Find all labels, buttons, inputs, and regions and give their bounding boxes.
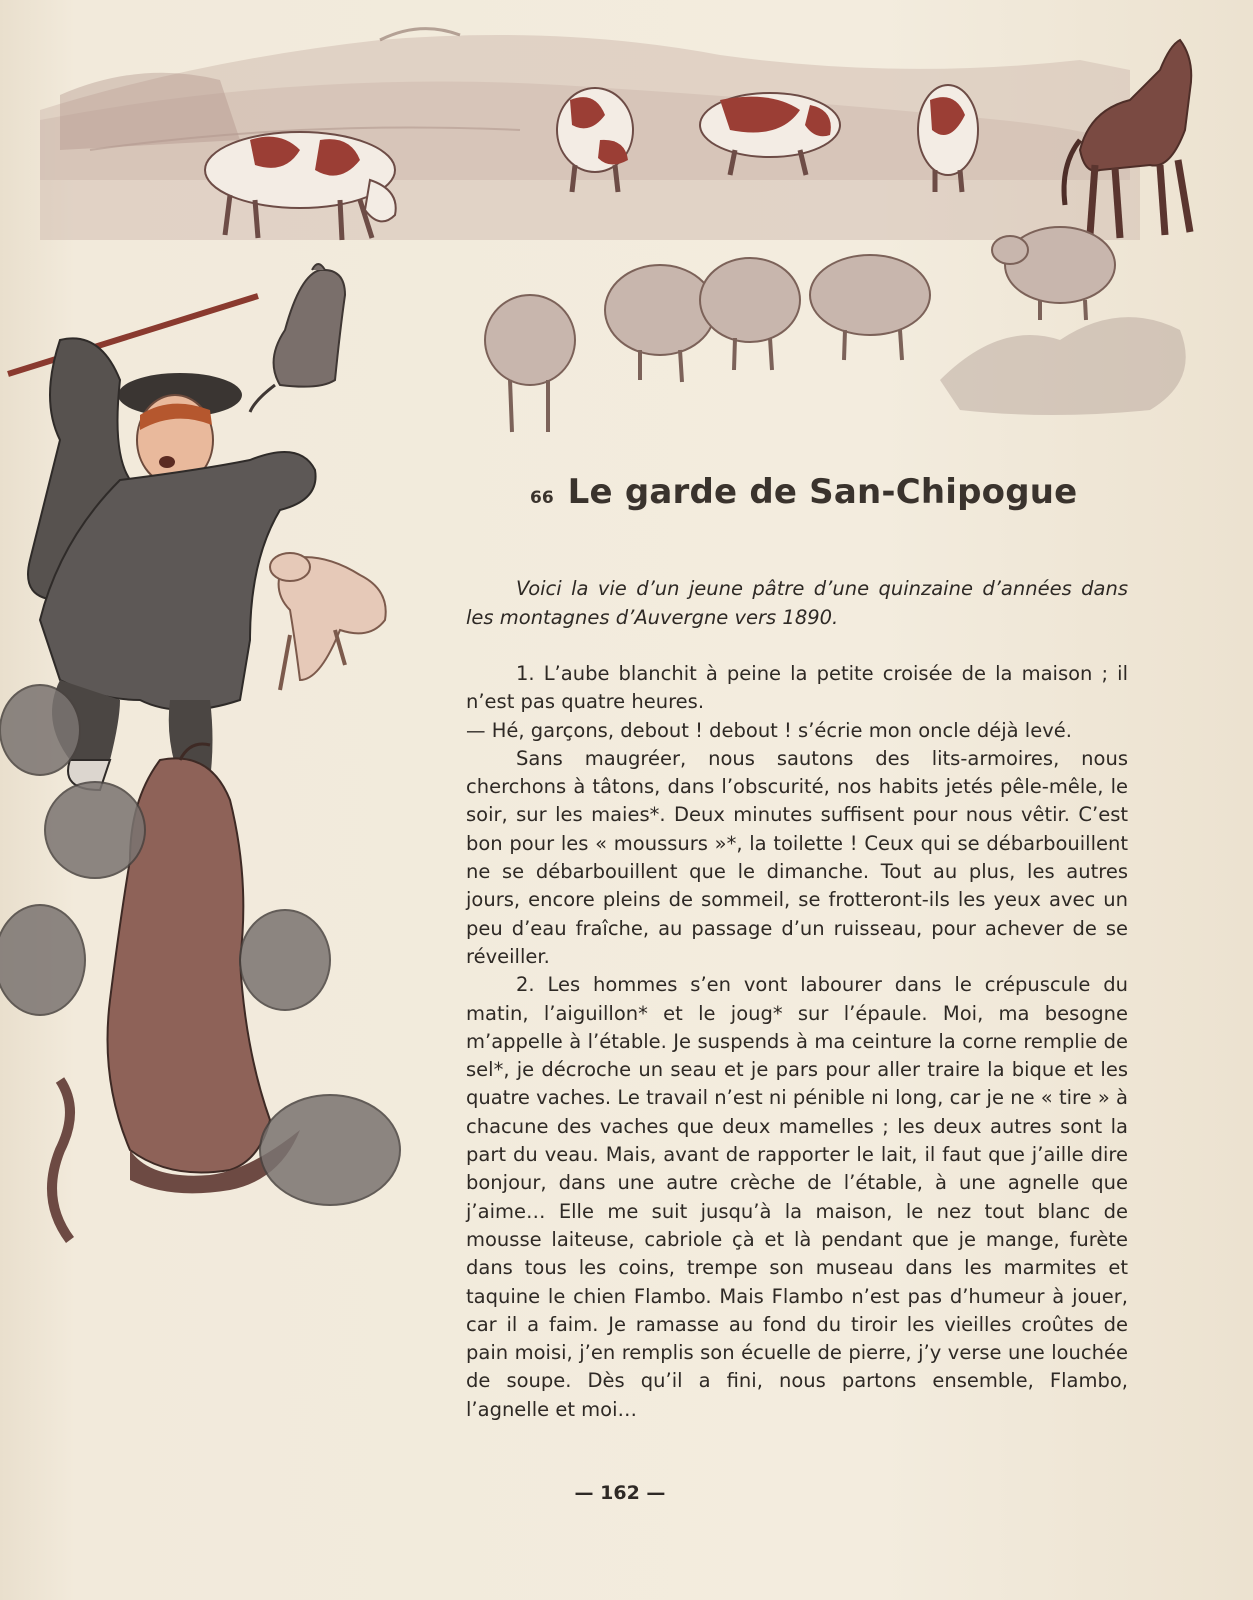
lamb-running (270, 553, 386, 690)
paragraph-dialogue: — Hé, garçons, debout ! debout ! s’écrie mon oncle déjà levé. (466, 718, 1072, 742)
paragraph-3: 2. Les hommes s’en vont labourer dans le crépuscule du matin, l’aiguillon* et le joug* sur l’épaule. Moi, ma besogne m’appelle à l’étable. Je suspends à ma ceinture la corne remplie de sel*, je décroche un seau et je pars pour aller traire la bique et les quatre vaches. Le travail n’est ni pénible ni long, car je ne « tire » à chacune des vaches que deux mamelles ; les deux autres sont la part du veau. Mais, avant de rapporter le lait, il faut que j’aille dire bonjour, dans une autre crèche de l’étable, à une agnelle que j’aime… Elle me suit jusqu’à la maison, le nez tout blanc de mousse laiteuse, cabriole çà et là pendant que je mange, furète dans tous les coins, trempe son museau dans les marmites et taquine le chien Flambo. Mais Flambo n’est pas d’humeur à jouer, car il a faim. Je ramasse au fond du tiroir les vieilles croûtes de pain moisi, j’en remplis son écuelle de pierre, j’y verse une louchée de soupe. Dès qu’il a fini, nous partons ensemble, Flambo, l’agnelle et moi… (466, 973, 1128, 1421)
body-text (466, 660, 1128, 1424)
grass-tuft (940, 317, 1186, 415)
chapter-number: 66 (530, 488, 554, 508)
intro-paragraph: Voici la vie d’un jeune pâtre d’une quinzaine d’années dans les montagnes d’Auvergne vers 1890. (466, 577, 1128, 629)
chapter-heading (530, 472, 1130, 512)
dog-sitting (250, 264, 345, 412)
chapter-title: Le garde de San-Chipogue (567, 472, 1078, 512)
paragraph-1: 1. L’aube blanchit à peine la petite croisée de la maison ; il n’est pas quatre heures. (466, 662, 1128, 714)
paragraph-2: Sans maugréer, nous sautons des lits-armoires, nous cherchons à tâtons, dans l’obscurité, nos habits jetés pêle-mêle, le soir, sur les maies*. Deux minutes suffisent pour nous vêtir. C’est bon pour les « moussurs »*, la toilette ! Ceux qui se débarbouillent ne se débarbouillent que le dimanche. Tout au plus, les autres jours, encore pleins de sommeil, se frotteront-ils les yeux avec un peu d’eau fraîche, au passage d’un ruisseau, pour achever de se réveiller. (466, 746, 1128, 968)
page-number: — 162 — (574, 1482, 666, 1504)
